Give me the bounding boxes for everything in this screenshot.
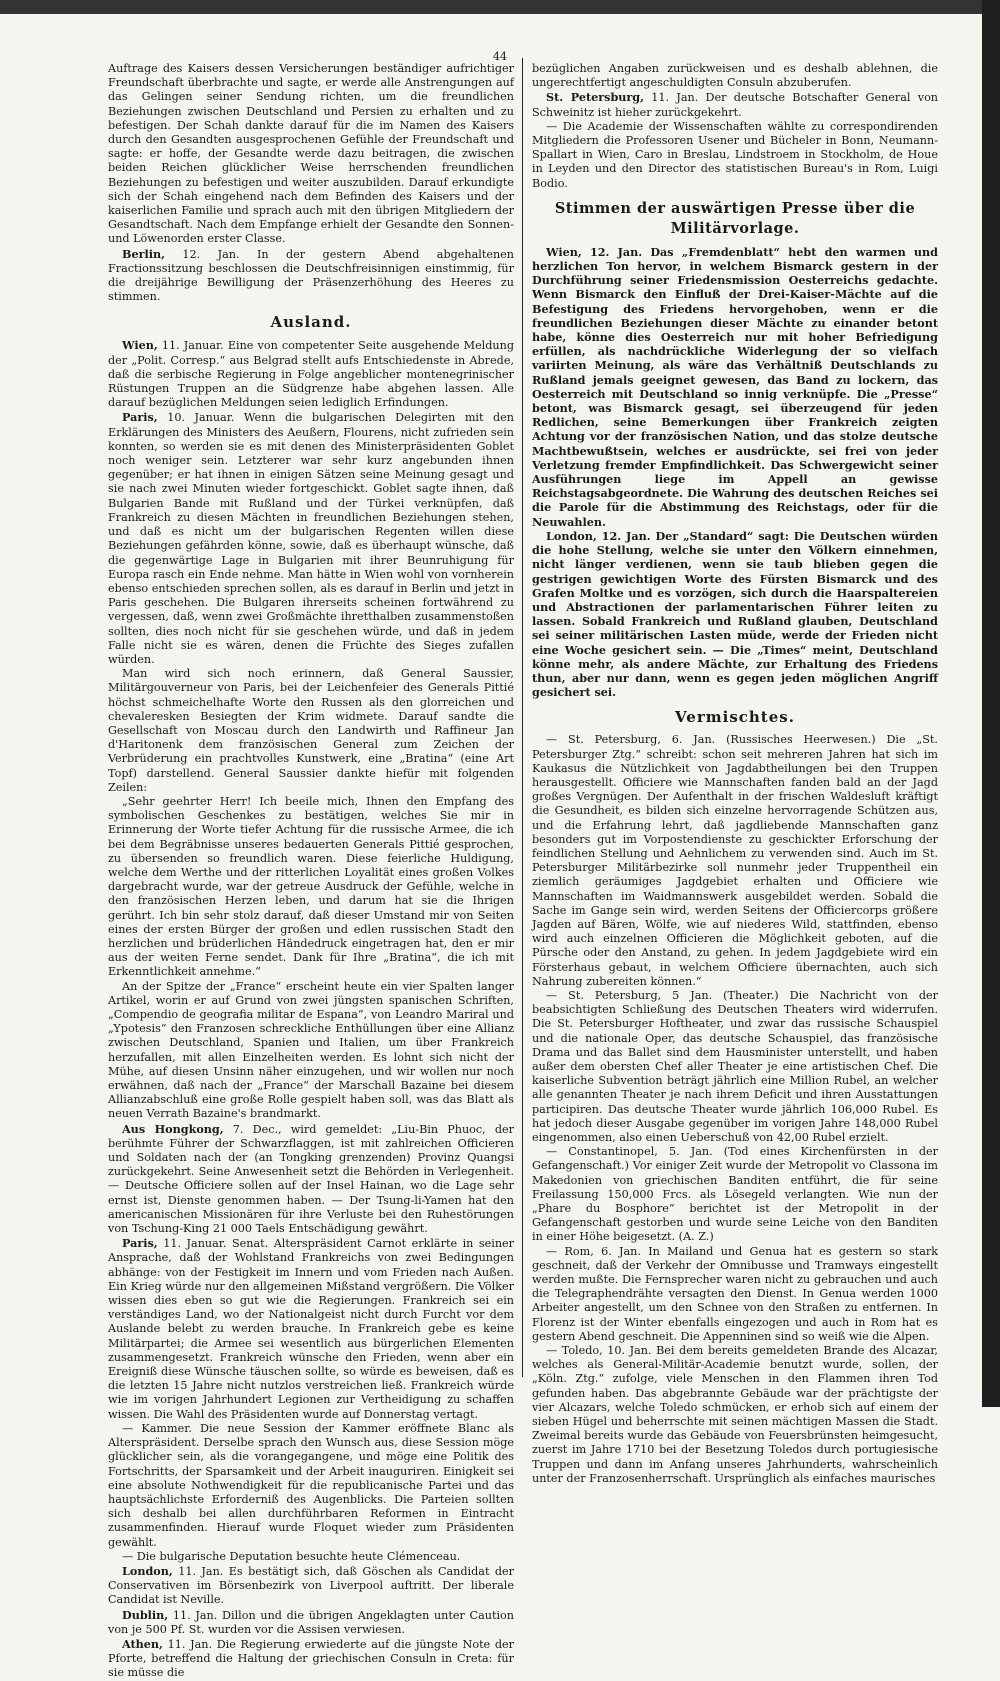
article-paragraph: „Sehr geehrter Herr! Ich beeile mich, Ihnen den Empfang des symbolischen Geschenkes zu bestätigen, welches Sie mir in Erinnerung der Worte tiefer Achtung für die russische Armee, die ich bei dem Begräbnisse unseres bedauerten Generals Pittié gesprochen, zu übersenden so freundlich waren. Diese feierliche Huldigung, welche dem Werthe und der ritterlichen Loyalität eines großen Volkes dargebracht wurde, war der getreue Ausdruck der Gefühle, welche in den französischen Herzen leben, und darum hat sie die Ihrigen gerührt. Ich bin sehr stolz darauf, daß dieser Umstand mir von Seiten eines der ersten Bürger der großen und edlen russischen Stadt den herzlichen und brüderlichen Händedruck eingetragen hat, den er mir aus der weiten Ferne sendet. Dank für Ihre „Bratina“, die ich mit Erkenntlichkeit annehme.“	[108, 794, 514, 979]
article-paragraph: London, 12. Jan. Der „Standard“ sagt: Die Deutschen würden die hohe Stellung, welche sie unter den Völkern einnehmen, nicht länger verdienen, wenn sie taub blieben gegen die gestrigen gewichtigen Worte des Fürsten Bismarck und des Grafen Moltke und es vorzögen, sich durch die Haarspaltereien und Abstractionen der parlamentarischen Führer leiten zu lassen. Sobald Frankreich und Rußland glauben, Deutschland sei seiner militärischen Lasten müde, werde der Frieden nicht eine Woche gesichert sein. — Die „Times“ meint, Deutschland könne mehr, als andere Mächte, zur Erhaltung des Friedens thun, aber nur dann, wenn es gegen jeden möglichen Angriff gesichert sei.	[532, 528, 938, 700]
dateline-place: — Constantinopel,	[546, 1145, 658, 1159]
article-paragraph: London, 11. Jan. Es bestätigt sich, daß Göschen als Candidat der Conservativen im Börsenbezirk von Liverpool auftritt. Der liberale Candidat ist Neville.	[108, 1563, 514, 1607]
article-paragraph: Athen, 11. Jan. Die Regierung erwiederte auf die jüngste Note der Pforte, betreffend die Haltung der griechischen Consuln in Creta: für sie müsse die	[108, 1636, 514, 1680]
dateline-place: — Toledo,	[546, 1344, 603, 1358]
scan-right-edge	[982, 0, 1000, 1407]
dateline-place: Athen,	[122, 1636, 163, 1651]
dateline-place: Aus Hongkong,	[122, 1121, 224, 1136]
dateline-place: St. Petersburg,	[546, 90, 645, 105]
article-paragraph: Wien, 12. Jan. Das „Fremdenblatt“ hebt den warmen und herzlichen Ton hervor, in welchem Bismarck gestern in der Durchführung seiner Friedensmission Oesterreichs gedachte. Wenn Bismarck den Einfluß der Drei-Kaiser-Mächte auf die Befestigung des Friedens hervorgehoben, wenn er die freundlichen Beziehungen dieser Mächte zu einander betont habe, könne dies Oesterreich nur mit hoher Befriedigung erfüllen, als nachdrückliche Widerlegung der so vielfach variirten Meinung, als wäre das Verhältniß Deutschlands zu Rußland jemals geeignet gewesen, das Band zu lockern, das Oesterreich mit Deutschland so innig verknüpfe. Die „Presse“ betont, was Bismarck gesagt, sei überzeugend für jeden Redlichen, seine Bemerkungen über Frankreich zeigten Achtung vor der französischen Nation, und das stolze deutsche Machtbewußtsein, welches er ausdrückte, sei frei von jeder Verletzung fremder Empfindlichkeit. Das Schwergewicht seiner Ausführungen liege im Appell an gewisse Reichstagsabgeordnete. Die Wahrung des deutschen Reiches sei die Parole für die Abstimmung des Reichstags, oder für die Neuwahlen.	[532, 244, 938, 529]
article-paragraph: St. Petersburg, 11. Jan. Der deutsche Botschafter General von Schweinitz ist hieher zurückgekehrt.	[532, 90, 939, 119]
article-paragraph: An der Spitze der „France“ erscheint heute ein vier Spalten langer Artikel, worin er auf Grund von zwei jüngsten spanischen Schriften, „Compendio de geografia militar de Espana“, von Leandro Mariral und „Ypotesis“ den Franzosen schreckliche Enthüllungen über eine Allianz zwischen Deutschland, Spanien und Italien, um über Frankreich herzufallen, mit allen Einzelheiten werden. Es lohnt sich nicht der Mühe, auf diesen Unsinn näher einzugehen, und wir wollen nur noch erwähnen, daß nach der „France“ der Marschall Bazaine bei diesem Allianzabschluß eine große Rolle gespielt haben soll, was das Blatt als neuen Verrath Bazaine's brandmarkt.	[108, 979, 514, 1121]
article-paragraph: — Kammer. Die neue Session der Kammer eröffnete Blanc als Alterspräsident. Derselbe sprach den Wunsch aus, diese Session möge glücklicher sein, als die vorangegangene, und möge eine Politik des Fortschritts, der Sparsamkeit und der Arbeit inauguriren. Einigkeit sei eine absolute Nothwendigkeit für die republicanische Partei und das hauptsächlichste Erforderniß des Augenblicks. Die Parteien sollten sich deshalb bei allen durchführbaren Reformen in Eintracht zusammenfinden. Hierauf wurde Floquet wieder zum Präsidenten gewählt.	[108, 1421, 514, 1549]
article-paragraph: Aus Hongkong, 7. Dec., wird gemeldet: „Liu-Bin Phuoc, der berühmte Führer der Schwarzflaggen, ist mit zahlreichen Officieren und Soldaten nach der (an Tongking grenzenden) Provinz Quangsi zurückgekehrt. Seine Anwesenheit setzt die Behörden in Verlegenheit. — Deutsche Officiere sollen auf der Insel Hainan, wo die Lage sehr ernst ist, Dienste genommen haben. — Der Tsung-li-Yamen hat den americanischen Missionären für ihre Verluste bei den Ruhestörungen von Tschung-King 21 000 Taels Entschädigung gewährt.	[108, 1121, 514, 1236]
section-heading-ausland: Ausland.	[270, 313, 352, 332]
article-paragraph: — Die Academie der Wissenschaften wählte zu correspondirenden Mitgliedern die Professoren Usener und Bücheler in Bonn, Neumann-Spallart in Wien, Caro in Breslau, Lindstroem in Stockholm, de Houe in Leyden und den Director des statistischen Bureau's in Rom, Luigi Bodio.	[532, 119, 938, 190]
article-paragraph: — Rom, 6. Jan. In Mailand und Genua hat es gestern so stark geschneit, daß der Verkehr der Omnibusse und Tramways eingestellt werden mußte. Die Fernsprecher waren nicht zu gebrauchen und auch die Telegraphendrähte versagten den Dienst. In Genua werden 1000 Arbeiter angestellt, um den Schnee von den Straßen zu entfernen. In Florenz ist der Winter ebenfalls eingezogen und auch in Rom hat es gestern Abend geschneit. Die Appenninen sind so weiß wie die Alpen.	[532, 1244, 938, 1343]
section-heading-stimmen: Stimmen der auswärtigen Presse über die Militärvorlage.	[554, 199, 916, 237]
article-paragraph: Paris, 11. Januar. Senat. Alterspräsident Carnot erklärte in seiner Ansprache, daß der Wohlstand Frankreichs von zwei Bedingungen abhänge: von der Festigkeit im Innern und vom Frieden nach Außen. Ein Krieg würde nur den allgemeinen Mißstand vergrößern. Die Völker wissen dies eben so gut wie die Regierungen. Frankreich sei ein verständiges Land, wo der Nationalgeist nicht durch Furcht vor dem Auslande belebt zu werden brauche. In Frankreich gebe es keine Militärpartei; die Armee sei wesentlich aus bürgerlichen Elementen zusammengesetzt. Frankreich wünsche den Frieden, wenn aber ein Ereigniß diese Wünsche täuschen sollte, so würde es beweisen, daß es die letzten 15 Jahre nicht nutzlos verstreichen ließ. Frankreich würde wie im vorigen Jahrhundert Legionen zur Vertheidigung zu schaffen wissen. Die Wahl des Präsidenten wurde auf Donnerstag vertagt.	[108, 1236, 514, 1421]
dateline-place: Dublin,	[122, 1607, 169, 1622]
article-paragraph: Dublin, 11. Jan. Dillon und die übrigen Angeklagten unter Caution von je 500 Pf. St. wurden vor die Assisen verwiesen.	[108, 1607, 515, 1636]
article-paragraph: — Die bulgarische Deputation besuchte heute Clémenceau.	[122, 1549, 461, 1563]
dateline-place: — St. Petersburg,	[546, 988, 662, 1002]
dateline-place: London,	[546, 528, 597, 543]
article-paragraph: Wien, 11. Januar. Eine von competenter Seite ausgehende Meldung der „Polit. Corresp.“ aus Belgrad stellt aufs Entschiedenste in Abrede, daß die serbische Regierung in Folge angeblicher montenegrinischer Rüstungen Truppen an die Südgrenze habe abgehen lassen. Alle darauf bezüglichen Meldungen seien lediglich Erfindungen.	[108, 338, 514, 410]
column-divider	[522, 58, 523, 1377]
dateline-place: Wien,	[122, 338, 158, 353]
article-paragraph: Paris, 10. Januar. Wenn die bulgarischen Delegirten mit den Erklärungen des Ministers des Aeußern, Flourens, nicht zufrieden sein konnten, so werden sie es mit denen des Ministerpräsidenten Goblet noch weniger sein. Letzterer war sehr kurz angebunden ihnen gegenüber; er hat ihnen in einigen Sätzen seine Meinung gesagt und sie nach zwei Minuten wieder fortgeschickt. Goblet sagte ihnen, daß Bulgarien Bande mit Rußland und der Türkei verknüpfen, daß Frankreich zu diesen Mächten in freundlichen Beziehungen stehen, und daß es nicht um der bulgarischen Regenten willen diese Beziehungen gefährden könne, sowie, daß es überhaupt wünsche, daß die gegenwärtige Lage in Bulgarien mit ihrer Beunruhigung für Europa rasch ein Ende nehme. Man hätte in Wien wohl von vornherein ebenso entschieden sprechen sollen, als es darauf in Berlin und jetzt in Paris geschehen. Die Bulgaren ihrerseits scheinen fortwährend zu vergessen, daß, wenn zwei Großmächte ihretthalben zusammenstoßen sollten, dies noch nicht für sie geschehen würde, und daß in jedem Falle nicht sie es wären, denen die Früchte des Sieges zufallen würden.	[108, 410, 514, 666]
article-paragraph: Man wird sich noch erinnern, daß General Saussier, Militärgouverneur von Paris, bei der Leichenfeier des Generals Pittié höchst schmeichelhafte Worte den Russen als den glorreichen und chevaleresken Besiegten der Krim widmete. Darauf sandte die Gesellschaft von Moscau durch den Landwirth und Raffineur Jan d'Haritonenk dem französischen General zum Zeichen der Verbrüderung ein prachtvolles Kunstwerk, eine „Bratina“ (eine Art Topf) darstellend. General Saussier dankte hiefür mit folgenden Zeilen:	[108, 667, 514, 794]
article-paragraph: bezüglichen Angaben zurückweisen und es deshalb ablehnen, die ungerechtfertigt angeschuldigten Consuln abzuberufen.	[532, 62, 938, 90]
article-paragraph: Auftrage des Kaisers dessen Versicherungen beständiger aufrichtiger Freundschaft überbrachte und sagte, er werde alle Anstrengungen auf das Gelingen seiner Sendung richten, um die freundlichen Beziehungen zwischen Deutschland und Persien zu erhalten und zu befestigen. Der Schah dankte darauf für die im Namen des Kaisers durch den Gesandten ausgesprochenen Gefühle der Freundschaft und sagte: er hoffe, der Gesandte werde dazu beitragen, die zwischen beiden Reichen glücklicher Weise herrschenden freundlichen Beziehungen zu befestigen und weiter auszubilden. Darauf erkundigte sich der Schah eingehend nach dem Befinden des Kaisers und der kaiserlichen Familie und sprach auch mit den übrigen Mitgliedern der Gesandtschaft. Nach dem Empfange erhielt der Gesandte den Sonnen- und Löwenorden erster Classe.	[108, 62, 514, 246]
dateline-place: — Rom,	[546, 1244, 594, 1258]
dateline-place: Paris,	[122, 410, 158, 425]
dateline-place: London,	[122, 1563, 173, 1578]
dateline-place: — St. Petersburg,	[546, 733, 661, 747]
dateline-place: Berlin,	[122, 246, 165, 261]
section-heading-vermischtes: Vermischtes.	[675, 708, 795, 727]
article-paragraph: — Toledo, 10. Jan. Bei dem bereits gemeldeten Brande des Alcazar, welches als General-Militär-Academie benutzt wurde, sollen, der „Köln. Ztg.“ zufolge, viele Menschen in den Flammen ihren Tod gefunden haben. Das abgebrannte Gebäude war der prächtigste der vier Alcazars, welche Toledo schmücken, er erhob sich auf einem der sieben Hügel und beherrschte mit seinen mächtigen Massen die Stadt. Zweimal bereits wurde das Gebäude von Feuersbrünsten heimgesucht, zuerst im Jahre 1710 bei der Besetzung Toledos durch portugiesische Truppen und dann im Anfang unseres Jahrhunderts, wahrscheinlich unter der Franzosenherrschaft. Ursprünglich als einfaches maurisches	[532, 1344, 938, 1485]
article-paragraph: — St. Petersburg, 5 Jan. (Theater.) Die Nachricht von der beabsichtigten Schließung des Deutschen Theaters wird widerrufen. Die St. Petersburger Hoftheater, und zwar das russische Schauspiel und die nationale Oper, das deutsche Schauspiel, das französische Drama und das Ballet sind dem Hausminister unterstellt, und haben außer dem obersten Chef aller Theater je eine artistischen Chef. Die kaiserliche Subvention beträgt jährlich eine Million Rubel, an welcher alle genannten Theater je nach ihrem Deficit und ihren Ausstattungen participiren. Das deutsche Theater wurde jährlich 106,000 Rubel. Es hat jedoch dieser Ausgabe gegenüber im vorigen Jahre 148,000 Rubel eingenommen, also einen Ueberschuß von 42,00 Rubel erzielt.	[532, 988, 938, 1145]
scan-top-edge	[0, 0, 1000, 14]
dateline-place: Paris,	[122, 1236, 158, 1251]
right-column	[532, 62, 939, 1485]
page-number: 44	[493, 50, 507, 63]
article-paragraph: Berlin, 12. Jan. In der gestern Abend abgehaltenen Fractionssitzung beschlossen die Deutschfreisinnigen einstimmig, für die dreijährige Bewilligung der Präsenzerhöhung des Heeres zu stimmen.	[108, 246, 515, 304]
article-paragraph: — Constantinopel, 5. Jan. (Tod eines Kirchenfürsten in der Gefangenschaft.) Vor einiger Zeit wurde der Metropolit vo Classona im Makedonien von griechischen Banditen entführt, die für seine Freilassung 150,000 Frcs. als Lösegeld verlangten. Wie nun der „Phare du Bosphore“ berichtet ist der Metropolit in der Gefangenschaft gestorben und wurde seine Leiche von den Banditen in einer Höhe beigesetzt. (A. Z.)	[532, 1145, 938, 1244]
dateline-place: Wien,	[546, 244, 582, 259]
article-paragraph: — St. Petersburg, 6. Jan. (Russisches Heerwesen.) Die „St. Petersburger Ztg.“ schreibt: schon seit mehreren Jahren hat sich im Kaukasus die Nützlichkeit von Jagdabtheilungen bei den Truppen herausgestellt. Officiere wie Mannschaften fanden bald an der Jagd großes Vergnügen. Der Aufenthalt in der frischen Waldesluft kräftigt die Gesundheit, es bilden sich einzelne hervorragende Schützen aus, und die Erfahrung lehrt, daß jagdliebende Mannschaften ganz besonders gut im Vorpostendienste zu geschickter Erforschung der feindlichen Stellung und Aehnlichem zu verwenden sind. Auch im St. Petersburger Militärbezirke soll nunmehr jeder Truppentheil ein ziemlich geräumiges Jagdgebiet erhalten und Officiere wie Mannschaften im Waidmannswerk ausgebildet werden. Sobald die Sache im Gange sein wird, werden Seitens der Officiercorps größere Jagden auf Bären, Wölfe, wie auf niederes Wild, stattfinden, ebenso wird auch einzelnen Officieren die Möglichkeit geboten, auf die Pürsche oder den Anstand, zu gehen. In jedem Jagdgebiete wird ein Försterhaus gebaut, in welchem Officiere übernachten, auch sich Nahrung zubereiten können.“	[532, 733, 938, 988]
left-column	[108, 62, 515, 1680]
